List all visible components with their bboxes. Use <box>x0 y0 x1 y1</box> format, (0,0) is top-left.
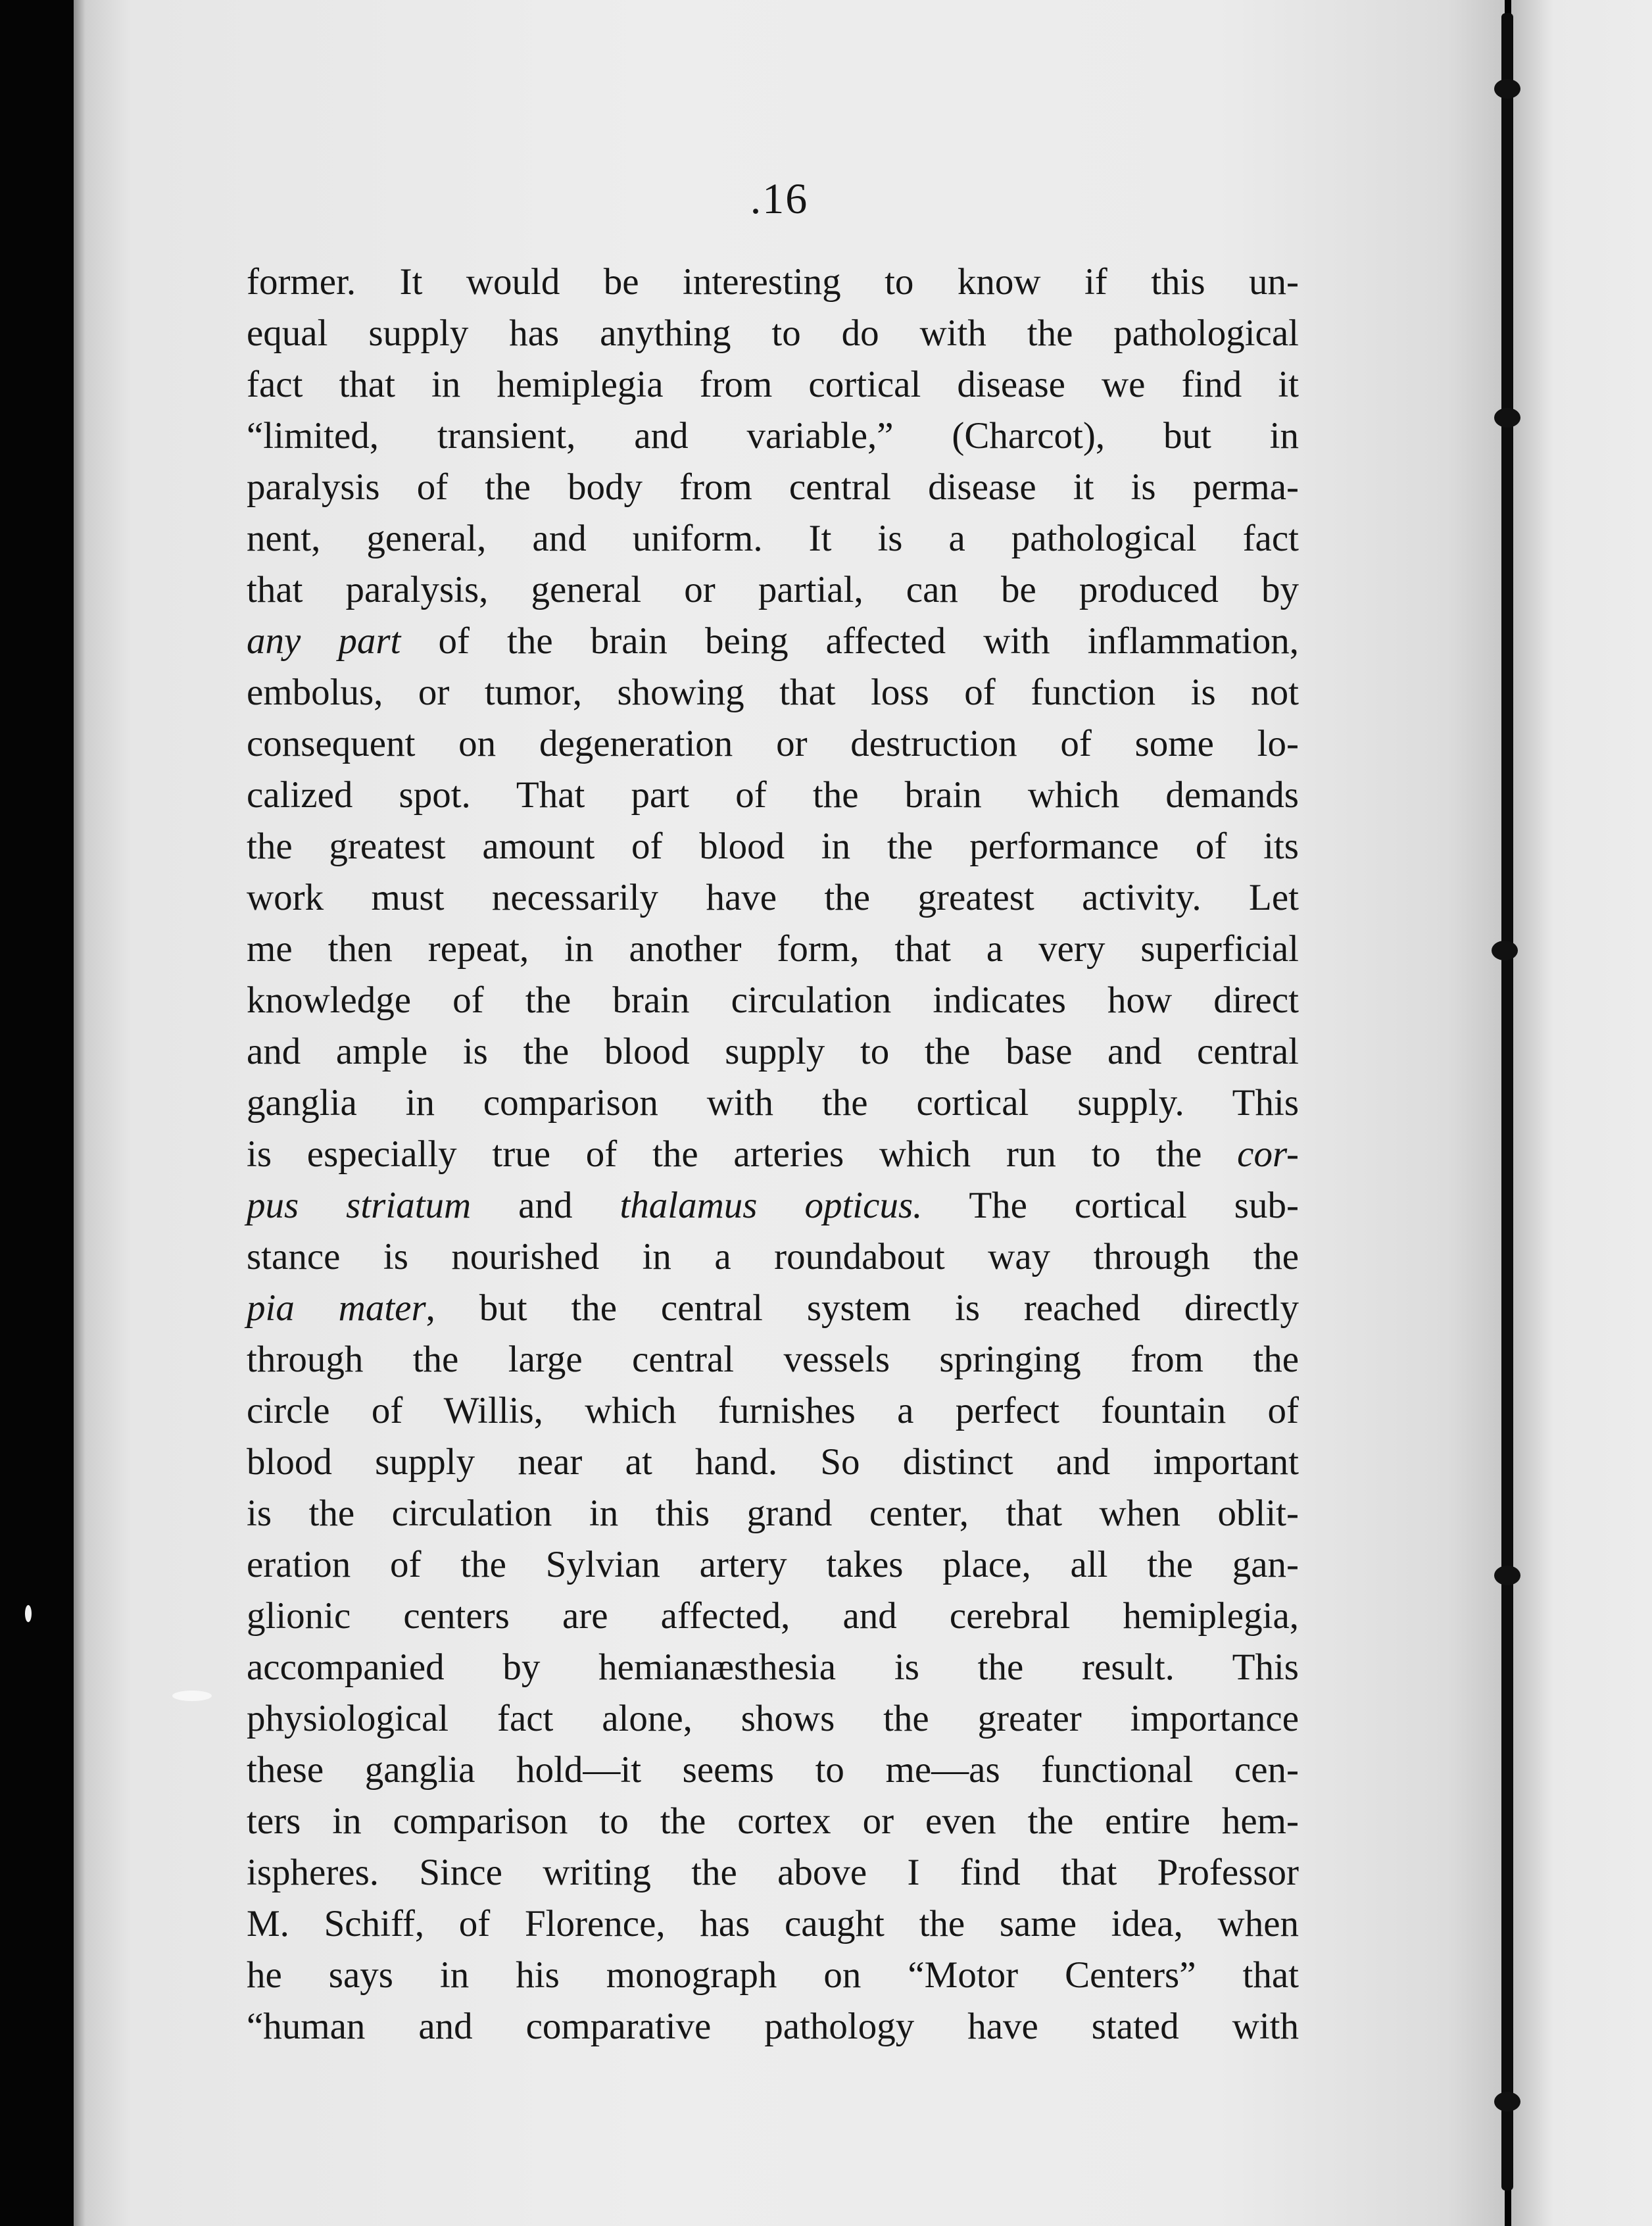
text-line <box>247 1847 1299 1898</box>
italic-text: cor- <box>1237 1133 1299 1175</box>
text-line <box>247 872 1299 924</box>
text-segment: accompanied by hemianæsthesia is the result. This <box>247 1646 1299 1688</box>
page-edge-shadow <box>74 0 85 2226</box>
body-text <box>247 257 1299 2052</box>
text-line <box>247 1642 1299 1693</box>
text-segment: me then repeat, in another form, that a very superficial <box>247 928 1299 970</box>
text-segment: ters in comparison to the cortex or even the entire hem- <box>247 1800 1299 1842</box>
text-line <box>247 718 1299 770</box>
text-segment: , but the central system is reached directly <box>425 1287 1299 1329</box>
text-line <box>247 924 1299 975</box>
text-line <box>247 359 1299 410</box>
italic-text: pus striatum <box>247 1185 472 1226</box>
italic-text: pia mater <box>247 1287 426 1329</box>
text-segment: M. Schiff, of Florence, has caught the same idea, when <box>247 1903 1299 1944</box>
text-segment: “human and comparative pathology have stated with <box>247 2006 1299 2047</box>
text-segment: that paralysis, general or partial, can be produced by <box>247 569 1299 610</box>
text-segment: he says in his monograph on “Motor Centers” that <box>247 1954 1299 1996</box>
text-line <box>247 1693 1299 1744</box>
text-line <box>247 1950 1299 2001</box>
text-segment: these ganglia hold—it seems to me—as functional cen- <box>247 1749 1299 1791</box>
text-line <box>247 616 1299 667</box>
text-segment: embolus, or tumor, showing that loss of function is not <box>247 672 1299 713</box>
binding-thread <box>1501 13 1513 2190</box>
binding-knot <box>1494 408 1520 428</box>
text-line <box>247 667 1299 718</box>
page-number: .16 <box>750 175 809 223</box>
text-segment: ganglia in comparison with the cortical supply. This <box>247 1082 1299 1124</box>
text-line <box>247 308 1299 359</box>
text-segment: stance is nourished in a roundabout way through the <box>247 1236 1299 1277</box>
text-line <box>247 1796 1299 1847</box>
text-segment: fact that in hemiplegia from cortical disease we find it <box>247 364 1299 405</box>
binding-knot <box>1494 1566 1520 1585</box>
text-line <box>247 1488 1299 1539</box>
text-segment: former. It would be interesting to know if this un- <box>247 261 1299 303</box>
dust-speck <box>25 1605 32 1622</box>
text-segment: is especially true of the arteries which run to the <box>247 1133 1238 1175</box>
text-segment: The cortical sub- <box>922 1185 1299 1226</box>
text-line <box>247 410 1299 462</box>
text-line <box>247 1231 1299 1283</box>
text-line <box>247 821 1299 872</box>
text-line <box>247 1129 1299 1180</box>
text-segment: consequent on degeneration or destruction of some lo- <box>247 723 1299 764</box>
text-segment: and ample is the blood supply to the base and central <box>247 1031 1299 1072</box>
text-segment: “limited, transient, and variable,” (Charcot), but in <box>247 415 1299 457</box>
text-segment: physiological fact alone, shows the greater importance <box>247 1698 1299 1739</box>
text-line <box>247 2001 1299 2052</box>
text-line <box>247 1385 1299 1437</box>
binding-knot <box>1494 79 1520 99</box>
text-line <box>247 1180 1299 1231</box>
text-line <box>247 564 1299 616</box>
text-line <box>247 1898 1299 1950</box>
text-line <box>247 1283 1299 1334</box>
text-segment: blood supply near at hand. So distinct and important <box>247 1441 1299 1483</box>
text-segment: the greatest amount of blood in the performance of its <box>247 826 1299 867</box>
text-segment: equal supply has anything to do with the pathological <box>247 312 1299 354</box>
binding-knot <box>1492 941 1518 960</box>
text-line <box>247 1026 1299 1077</box>
text-line <box>247 257 1299 308</box>
text-line <box>247 1539 1299 1591</box>
text-line <box>247 1077 1299 1129</box>
text-segment: circle of Willis, which furnishes a perfect fountain of <box>247 1390 1299 1431</box>
text-line <box>247 975 1299 1026</box>
text-line <box>247 770 1299 821</box>
dust-speck <box>172 1691 212 1701</box>
facing-page-strip <box>1511 0 1652 2226</box>
text-line <box>247 1334 1299 1385</box>
text-segment: eration of the Sylvian artery takes place, all the gan- <box>247 1544 1299 1585</box>
text-segment: work must necessarily have the greatest activity. Let <box>247 877 1299 918</box>
text-segment: knowledge of the brain circulation indicates how direct <box>247 979 1299 1021</box>
text-segment: calized spot. That part of the brain which demands <box>247 774 1299 816</box>
text-segment: ispheres. Since writing the above I find that Professor <box>247 1852 1299 1893</box>
text-segment: glionic centers are affected, and cerebral hemiplegia, <box>247 1595 1299 1637</box>
text-segment: paralysis of the body from central disease it is perma- <box>247 466 1299 508</box>
text-segment: nent, general, and uniform. It is a pathological fact <box>247 518 1299 559</box>
italic-text: thalamus opticus. <box>620 1185 923 1226</box>
text-line <box>247 1591 1299 1642</box>
text-line <box>247 462 1299 513</box>
text-line <box>247 1744 1299 1796</box>
binding-knot <box>1494 2092 1520 2112</box>
text-segment: is the circulation in this grand center, that when oblit- <box>247 1493 1299 1534</box>
text-segment: and <box>471 1185 620 1226</box>
text-segment: through the large central vessels springing from the <box>247 1339 1299 1380</box>
text-line <box>247 513 1299 564</box>
italic-text: any part <box>247 620 401 662</box>
text-segment: of the brain being affected with inflammation, <box>401 620 1299 662</box>
text-line <box>247 1437 1299 1488</box>
